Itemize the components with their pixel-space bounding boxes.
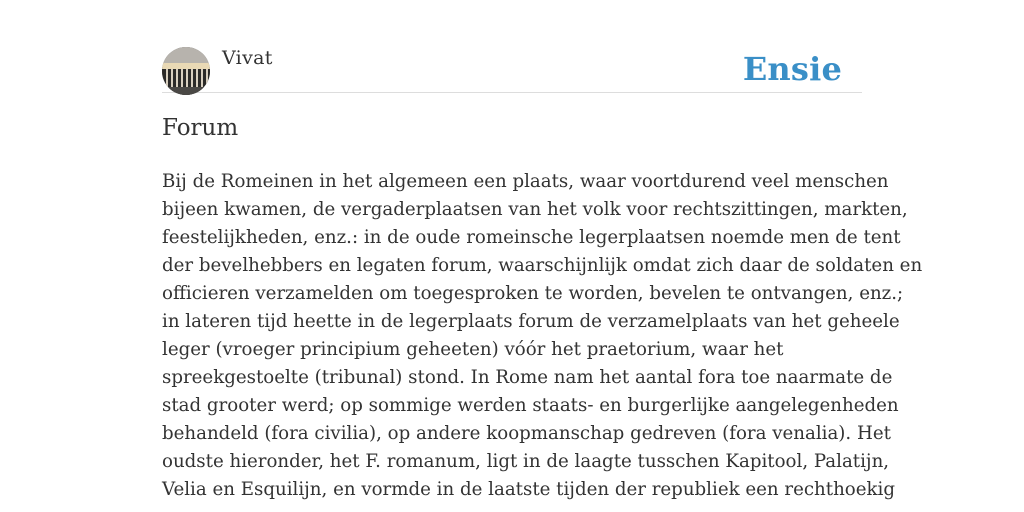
avatar-image	[162, 47, 210, 95]
author-name[interactable]: Vivat	[222, 47, 273, 69]
body-line: oudste hieronder, het F. romanum, ligt in de laagte tusschen Kapitool, Palatijn,	[162, 451, 890, 472]
body-line: behandeld (fora civilia), op andere koopmanschap gedreven (fora venalia). Het	[162, 423, 891, 444]
article-title: Forum	[162, 115, 239, 141]
body-line: leger (vroeger principium geheeten) vóór het praetorium, waar het	[162, 339, 784, 360]
body-line: Bij de Romeinen in het algemeen een plaats, waar voortdurend veel menschen	[162, 171, 889, 192]
body-line: spreekgestoelte (tribunal) stond. In Rome nam het aantal fora toe naarmate de	[162, 367, 893, 388]
site-header	[162, 46, 862, 93]
body-line: bijeen kwamen, de vergaderplaatsen van het volk voor rechtszittingen, markten,	[162, 199, 908, 220]
body-line: officieren verzamelden om toegesproken te worden, bevelen te ontvangen, enz.;	[162, 283, 904, 304]
article-body	[162, 168, 923, 504]
body-line: Velia en Esquilijn, en vormde in de laatste tijden der republiek een rechthoekig	[162, 479, 895, 500]
body-line: feestelijkheden, enz.: in de oude romeinsche legerplaatsen noemde men de tent	[162, 227, 901, 248]
author-avatar[interactable]	[162, 47, 210, 95]
brand-logo[interactable]: Ensie	[742, 50, 842, 88]
body-line: in lateren tijd heette in de legerplaats forum de verzamelplaats van het geheele	[162, 311, 900, 332]
body-line: der bevelhebbers en legaten forum, waarschijnlijk omdat zich daar de soldaten en	[162, 255, 923, 276]
body-line: stad grooter werd; op sommige werden staats- en burgerlijke aangelegenheden	[162, 395, 899, 416]
